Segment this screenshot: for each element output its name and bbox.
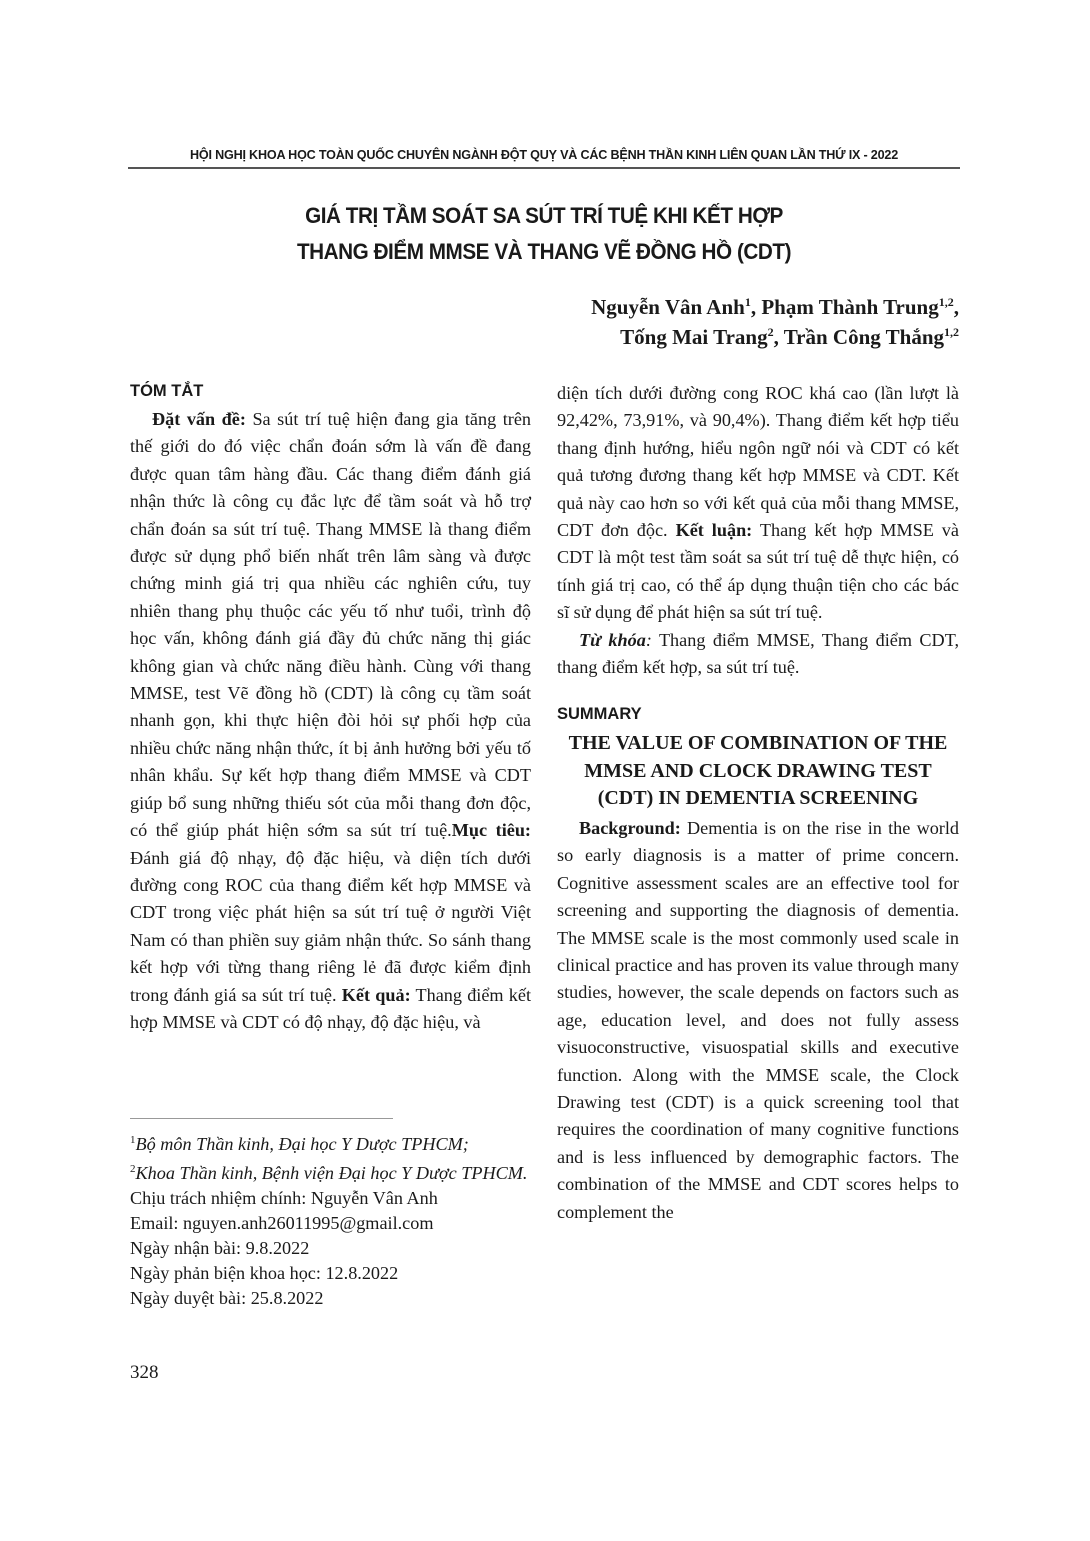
footnote-marker: 1 bbox=[130, 1134, 136, 1146]
abstract-text: Đánh giá độ nhạy, độ đặc hiệu, và diện tích dưới đường cong ROC của thang điểm kết hợp MMSE và CDT trong việc phát hiện sa sút trí tuệ ở người Việt Nam có than phiền suy giảm nhận thức. So sánh thang kết hợp với từng thang riêng lẻ đã được kiểm định trong đánh giá sa sút trí tuệ. bbox=[130, 847, 531, 1005]
label-objective: Mục tiêu: bbox=[451, 820, 531, 841]
affiliation-2: Khoa Thần kinh, Bệnh viện Đại học Y Dược TPHCM. bbox=[135, 1163, 528, 1184]
author-affiliation: 1 bbox=[744, 295, 751, 309]
footnote-rule bbox=[130, 1118, 393, 1119]
accepted-date: Ngày duyệt bài: 25.8.2022 bbox=[130, 1288, 324, 1309]
header-rule bbox=[128, 167, 960, 169]
abstract-text: Thang điểm kết hợp MMSE và CDT có độ nhạy, độ đặc hiệu, và bbox=[130, 984, 531, 1032]
abstract-text: Thang kết hợp MMSE và CDT là một test tầm soát sa sút trí tuệ dễ thực hiện, có tính giá trị cao, có thể áp dụng thuận tiện cho các bác sĩ sử dụng để phát hiện sa sút trí tuệ. bbox=[557, 520, 959, 623]
footnotes bbox=[130, 1128, 531, 1311]
author-name: Nguyễn Vân Anh bbox=[591, 295, 745, 319]
author-affiliation: 1,2 bbox=[944, 325, 959, 339]
summary-heading: SUMMARY bbox=[557, 705, 642, 724]
abstract-paragraph bbox=[130, 406, 531, 1036]
title-line-1: GIÁ TRỊ TẦM SOÁT SA SÚT TRÍ TUỆ KHI KẾT HỢP bbox=[305, 203, 783, 228]
review-date: Ngày phản biện khoa học: 12.8.2022 bbox=[130, 1263, 399, 1284]
author-affiliation: 1,2 bbox=[938, 295, 954, 309]
author-name: Tống Mai Trang bbox=[620, 325, 768, 349]
left-column bbox=[130, 380, 531, 1036]
running-header: HỘI NGHỊ KHOA HỌC TOÀN QUỐC CHUYÊN NGÀNH ĐỘT QUỴ VÀ CÁC BỆNH THẦN KINH LIÊN QUAN LẦN THỨ IX - 2022 bbox=[189, 148, 899, 162]
email: Email: nguyen.anh26011995@gmail.com bbox=[130, 1213, 434, 1234]
abstract-text: Sa sút trí tuệ hiện đang gia tăng trên thế giới do đó việc chẩn đoán sớm là vấn đề đang được quan tâm hàng đầu. Các thang điểm đánh giá nhận thức là công cụ đắc lực để tầm soát và hỗ trợ chẩn đoán sa sút trí tuệ. Thang MMSE là thang điểm được sử dụng phổ biến nhất trên lâm sàng và được chứng minh giá trị qua nhiều các nghiên cứu, tuy nhiên thang phụ thuộc các yếu tố như tuổi, trình độ học vấn, không đánh giá đầy đủ chức năng thị giác không gian và chức năng điều hành. Cùng với thang MMSE, test Vẽ đồng hồ (CDT) là công cụ tầm soát nhanh gọn, khi thực hiện đòi hỏi sự phối hợp của nhiều chức năng nhận thức, ít bị ảnh hưởng bởi yếu tố nhân khẩu. Sự kết hợp thang điểm MMSE và CDT giúp bổ sung những thiếu sót của mỗi thang đơn độc, có thể giúp phát hiện sớm sa sút trí tuệ. bbox=[130, 409, 531, 841]
separator: , bbox=[773, 325, 784, 349]
abstract-continuation bbox=[557, 380, 959, 627]
label-background-en: Background: bbox=[579, 817, 681, 838]
right-column bbox=[557, 380, 959, 1226]
keywords-label: Từ khóa bbox=[579, 629, 646, 650]
abstract-text: diện tích dưới đường cong ROC khá cao (lần lượt là 92,42%, 73,91%, và 90,4%). Thang điểm kết hợp tiểu thang định hướng, hiểu ngôn ngữ nói và CDT có kết quả tương đương thang kết hợp MMSE và CDT. Kết quả này cao hơn so với kết quả của mỗi thang MMSE, CDT đơn độc. bbox=[557, 383, 959, 541]
author-affiliation: 2 bbox=[767, 325, 774, 339]
summary-paragraph bbox=[557, 815, 959, 1226]
article-title bbox=[161, 198, 926, 270]
author-name: Trần Công Thắng bbox=[783, 325, 944, 349]
keywords-text: Thang điểm MMSE, Thang điểm CDT, thang điểm kết hợp, sa sút trí tuệ. bbox=[557, 629, 959, 678]
label-conclusion: Kết luận: bbox=[675, 520, 753, 541]
title-line-2: THANG ĐIỂM MMSE VÀ THANG VẼ ĐỒNG HỒ (CDT) bbox=[296, 239, 792, 264]
affiliation-1: Bộ môn Thần kinh, Đại học Y Dược TPHCM; bbox=[135, 1134, 469, 1155]
author-list bbox=[591, 292, 959, 352]
page-number: 328 bbox=[130, 1362, 159, 1383]
author-name: Phạm Thành Trung bbox=[761, 295, 939, 319]
separator: , bbox=[953, 295, 959, 319]
corresponding-author: Chịu trách nhiệm chính: Nguyễn Vân Anh bbox=[130, 1188, 438, 1209]
abstract-heading: TÓM TẮT bbox=[130, 382, 204, 400]
separator: , bbox=[750, 295, 762, 319]
keywords-colon: : bbox=[645, 629, 652, 650]
summary-text: Dementia is on the rise in the world so early diagnosis is a matter of prime concern. Cognitive assessment scales are an effective tool for screening and supporting the diagnosis of dementia. The MMSE scale is the most commonly used scale in clinical practice and has proven its value through many studies, however, the scale depends on factors such as age, education level, and does not fully assess visuoconstructive, visuospatial skills and executive function. Along with the MMSE scale, the Clock Drawing test (CDT) is a quick screening tool that requires the coordination of many cognitive functions and is less influenced by demographic factors. The combination of the MMSE and CDT scores helps to complement the bbox=[557, 817, 960, 1222]
label-results: Kết quả: bbox=[341, 984, 411, 1005]
footnote-marker: 2 bbox=[130, 1163, 136, 1176]
english-title: THE VALUE OF COMBINATION OF THE MMSE AND CLOCK DRAWING TEST (CDT) IN DEMENTIA SCREENING bbox=[568, 732, 948, 810]
keywords bbox=[557, 627, 959, 682]
label-background: Đặt vấn đề: bbox=[152, 409, 246, 429]
received-date: Ngày nhận bài: 9.8.2022 bbox=[130, 1238, 310, 1259]
